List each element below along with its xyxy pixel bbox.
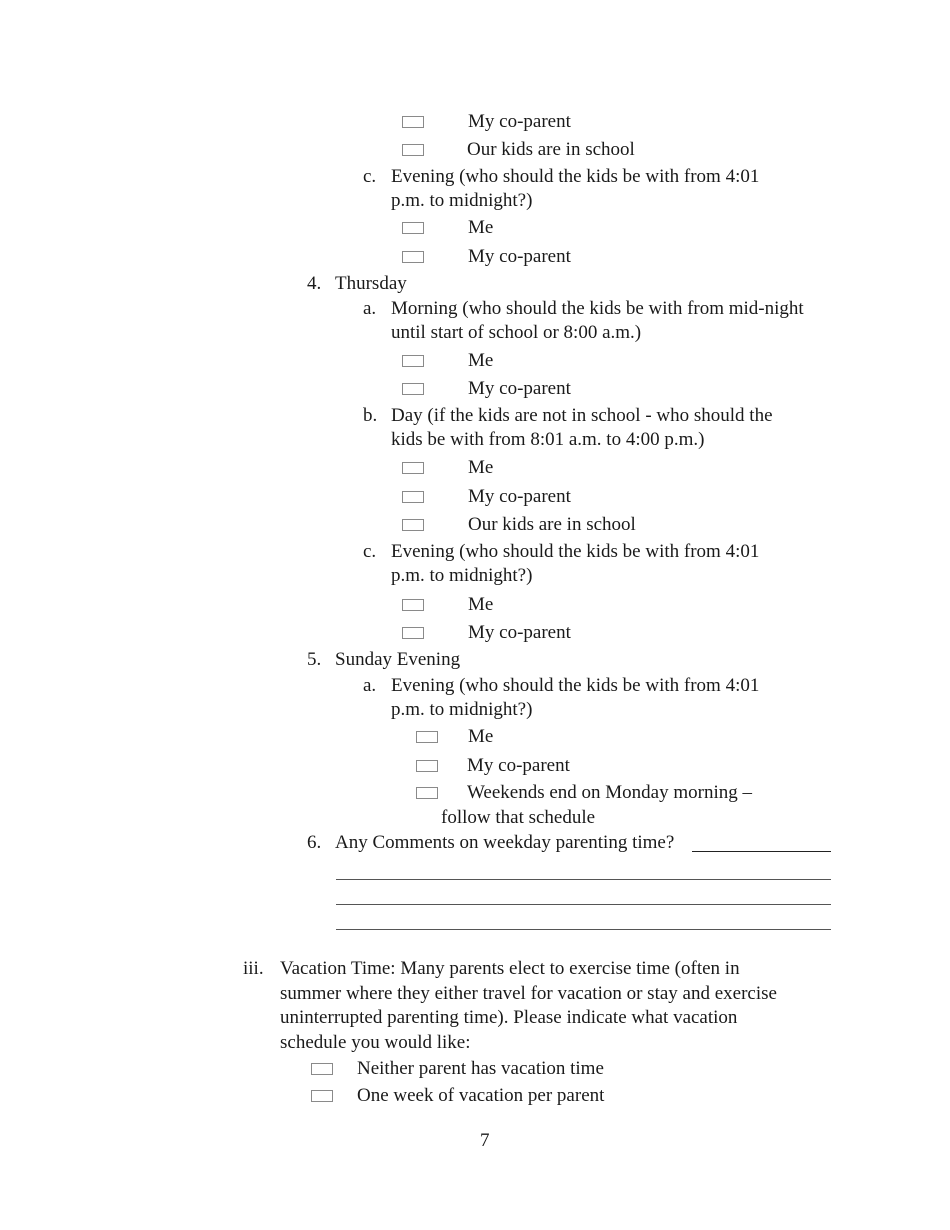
checkbox-me[interactable] — [402, 599, 424, 611]
checkbox-one-week-vacation[interactable] — [311, 1090, 333, 1102]
option-label: Our kids are in school — [467, 139, 635, 160]
sub-marker: a. — [363, 675, 377, 696]
option-label: My co-parent — [467, 755, 570, 776]
option-label: Neither parent has vacation time — [357, 1058, 604, 1079]
checkbox-no-vacation[interactable] — [311, 1063, 333, 1075]
question-text: Evening (who should the kids be with from 4:01 — [391, 541, 760, 562]
question-number: 5. — [307, 649, 322, 670]
question-text: until start of school or 8:00 a.m.) — [391, 322, 642, 343]
question-text: Any Comments on weekday parenting time? — [335, 832, 675, 853]
comment-line[interactable] — [336, 904, 831, 905]
checkbox-my-co-parent[interactable] — [402, 251, 424, 263]
question-text: Evening (who should the kids be with from 4:01 — [391, 166, 760, 187]
paragraph-line: summer where they either travel for vacation or stay and exercise — [280, 983, 777, 1004]
checkbox-me[interactable] — [402, 462, 424, 474]
page-number: 7 — [480, 1130, 490, 1151]
checkbox-me[interactable] — [416, 731, 438, 743]
option-label: Weekends end on Monday morning – — [467, 782, 752, 803]
paragraph-line: Vacation Time: Many parents elect to exercise time (often in — [280, 958, 740, 979]
checkbox-weekends-monday[interactable] — [416, 787, 438, 799]
option-label: My co-parent — [468, 622, 571, 643]
question-text: Day (if the kids are not in school - who should the — [391, 405, 773, 426]
paragraph-line: schedule you would like: — [280, 1032, 471, 1053]
checkbox-kids-in-school[interactable] — [402, 144, 424, 156]
section-title: Thursday — [335, 273, 407, 294]
checkbox-my-co-parent[interactable] — [402, 627, 424, 639]
option-label: My co-parent — [468, 486, 571, 507]
option-label: Me — [468, 217, 494, 238]
option-label-continued: follow that schedule — [441, 807, 596, 828]
question-text: p.m. to midnight?) — [391, 190, 533, 211]
question-text: Evening (who should the kids be with from 4:01 — [391, 675, 760, 696]
sub-marker: c. — [363, 166, 377, 187]
question-text: p.m. to midnight?) — [391, 565, 533, 586]
option-label: My co-parent — [468, 111, 571, 132]
checkbox-me[interactable] — [402, 355, 424, 367]
section-marker: iii. — [243, 958, 264, 979]
sub-marker: b. — [363, 405, 378, 426]
checkbox-my-co-parent[interactable] — [416, 760, 438, 772]
checkbox-me[interactable] — [402, 222, 424, 234]
option-label: My co-parent — [468, 246, 571, 267]
option-label: Me — [468, 726, 494, 747]
question-number: 4. — [307, 273, 322, 294]
question-text: Morning (who should the kids be with from mid-night — [391, 298, 804, 319]
comment-line[interactable] — [336, 929, 831, 930]
option-label: One week of vacation per parent — [357, 1085, 605, 1106]
checkbox-my-co-parent[interactable] — [402, 491, 424, 503]
sub-marker: c. — [363, 541, 377, 562]
checkbox-my-co-parent[interactable] — [402, 116, 424, 128]
checkbox-kids-in-school[interactable] — [402, 519, 424, 531]
comment-blank[interactable] — [692, 851, 831, 852]
question-number: 6. — [307, 832, 322, 853]
option-label: Our kids are in school — [468, 514, 636, 535]
sub-marker: a. — [363, 298, 377, 319]
paragraph-line: uninterrupted parenting time). Please indicate what vacation — [280, 1007, 738, 1028]
checkbox-my-co-parent[interactable] — [402, 383, 424, 395]
option-label: Me — [468, 350, 494, 371]
section-title: Sunday Evening — [335, 649, 461, 670]
option-label: Me — [468, 457, 494, 478]
comment-line[interactable] — [336, 879, 831, 880]
option-label: Me — [468, 594, 494, 615]
question-text: p.m. to midnight?) — [391, 699, 533, 720]
question-text: kids be with from 8:01 a.m. to 4:00 p.m.) — [391, 429, 705, 450]
option-label: My co-parent — [468, 378, 571, 399]
